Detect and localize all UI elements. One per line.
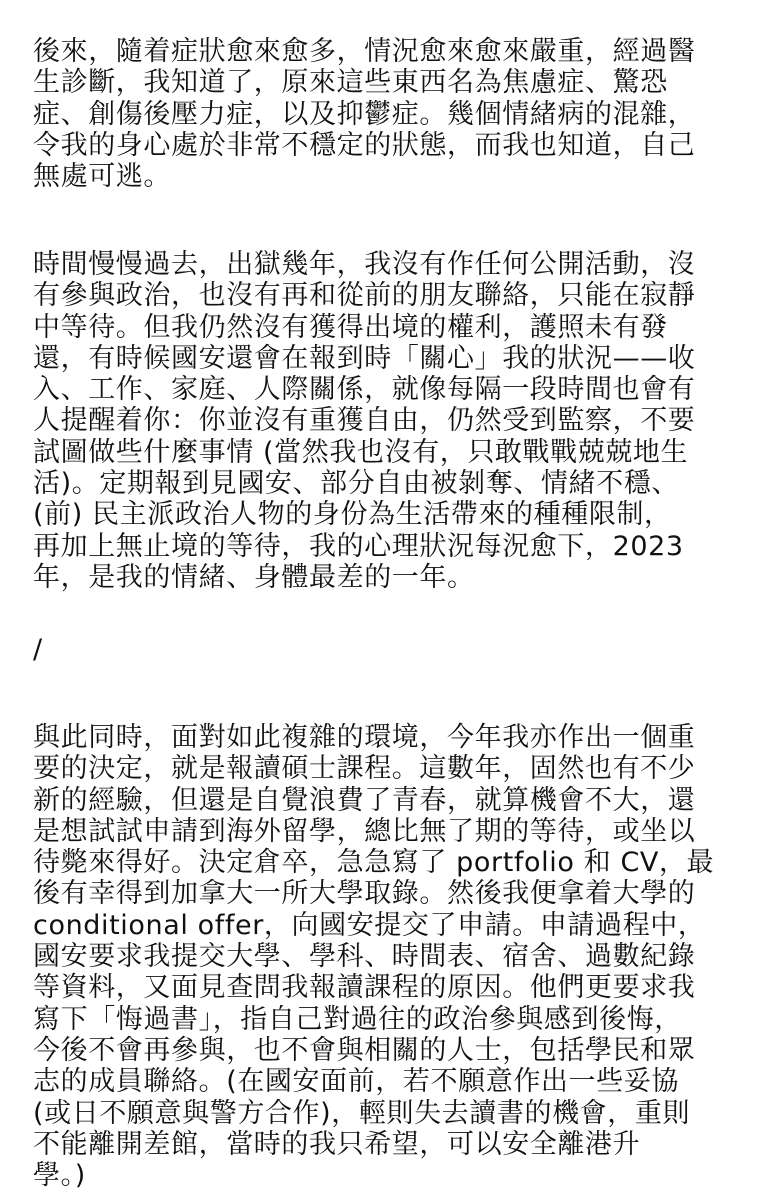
text-line: (前) 民主派政治人物的身份為生活帶來的種種限制， [33,499,672,531]
text-line: 無處可逃。 [33,161,171,193]
text-line: 中等待。但我仍然沒有獲得出境的權利，護照未有發 [33,311,668,343]
text-line: 生診斷，我知道了，原來這些東西名為焦慮症、驚恐 [33,67,668,99]
text-line: 寫下「悔過書」，指自己對過往的政治參與感到後悔， [33,1003,682,1035]
text-line: 待斃來得好。決定倉卒，急急寫了 portfolio 和 CV，最 [33,847,715,879]
text-line: 是想試試申請到海外留學，總比無了期的等待，或坐以 [33,815,696,847]
text-line: 活)。定期報到見國安、部分自由被剝奪、情緒不穩、 [33,468,679,500]
text-line: 令我的身心處於非常不穩定的狀態，而我也知道，自己 [33,129,696,161]
text-line: 後有幸得到加拿大一所大學取錄。然後我便拿着大學的 [33,878,696,910]
text-line: 試圖做些什麼事情 (當然我也沒有，只敢戰戰兢兢地生 [33,436,689,468]
paragraph-waiting [33,249,695,593]
text-line: conditional offer，向國安提交了申請。申請過程中， [33,909,706,941]
separator-slash: / [33,634,43,665]
text-line: 入、工作、家庭、人際關係，就像每隔一段時間也會有 [33,374,696,406]
section-separator [33,634,43,665]
paragraph-diagnosis [33,36,695,192]
text-line: 有參與政治，也沒有再和從前的朋友聯絡，只能在寂靜 [33,280,696,312]
text-line: 與此同時，面對如此複雜的環境，今年我亦作出一個重 [33,722,696,753]
text-line: 再加上無止境的等待，我的心理狀況每況愈下，2023 [33,530,684,562]
text-line: 年，是我的情緒、身體最差的一年。 [33,561,475,593]
paragraph-study-decision [33,722,714,1191]
text-line: 國安要求我提交大學、學科、時間表、宿舍、過數紀錄 [33,941,696,973]
text-line: 時間慢慢過去，出獄幾年，我沒有作任何公開活動，沒 [33,249,696,280]
text-line: 不能離開差館，當時的我只希望，可以安全離港升 [33,1128,641,1160]
text-line: 等資料，又面見查問我報讀課程的原因。他們更要求我 [33,972,696,1004]
text-line: 志的成員聯絡。(在國安面前，若不願意作出一些妥協 [33,1066,679,1098]
text-line: (或日不願意與警方合作)，輕則失去讀書的機會，重則 [33,1097,691,1129]
text-line: 後來，隨着症狀愈來愈多，情況愈來愈來嚴重，經過醫 [33,36,696,67]
text-line: 人提醒着你：你並沒有重獲自由，仍然受到監察，不要 [33,405,696,437]
text-line: 要的決定，就是報讀碩士課程。這數年，固然也有不少 [33,753,696,785]
text-line: 症、創傷後壓力症，以及抑鬱症。幾個情緒病的混雜， [33,98,696,130]
text-line: 今後不會再參與，也不會與相關的人士，包括學民和眾 [33,1034,696,1066]
text-line: 新的經驗，但還是自覺浪費了青春，就算機會不大，還 [33,784,696,816]
text-line: 還，有時候國安還會在報到時「關心」我的狀況——收 [33,342,696,374]
text-line: 學。) [33,1160,86,1192]
